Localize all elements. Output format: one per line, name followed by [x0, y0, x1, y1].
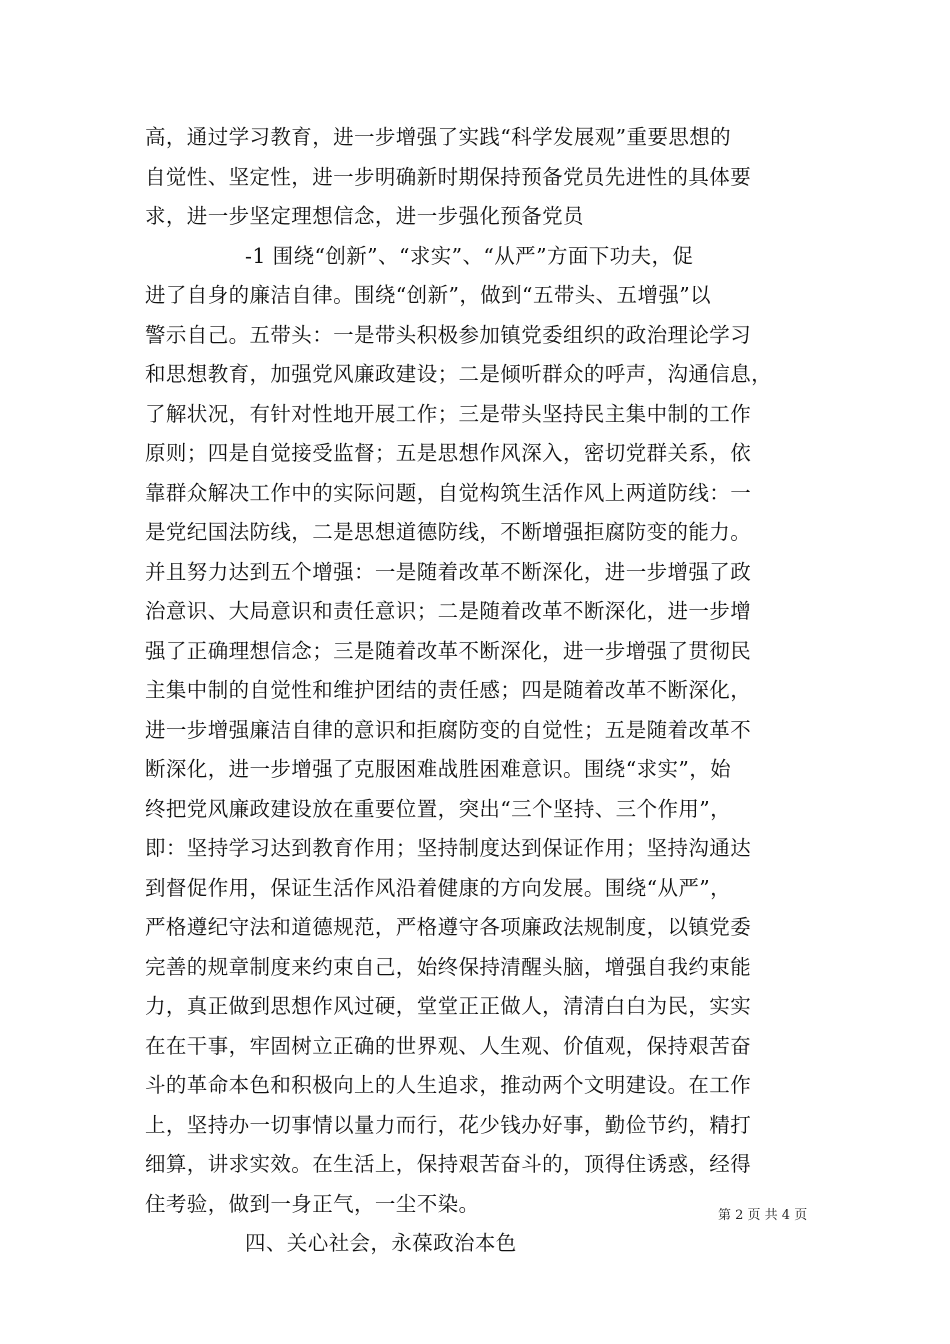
text-line: 靠群众解决工作中的实际问题，自觉构筑生活作风上两道防线：一 [145, 480, 752, 505]
text-line: 高，通过学习教育，进一步增强了实践“科学发展观”重要思想的 [145, 125, 732, 149]
paragraph-2 [145, 237, 810, 1225]
text-line: 即：坚持学习达到教育作用；坚持制度达到保证作用；坚持沟通达 [145, 836, 752, 860]
text-line: 斗的革命本色和积极向上的人生追求，推动两个文明建设。在工作 [145, 1073, 752, 1097]
text-line: 力，真正做到思想作风过硬，堂堂正正做人，清清白白为民，实实 [145, 994, 752, 1018]
text-line: 是党纪国法防线，二是思想道德防线，不断增强拒腐防变的能力。 [145, 520, 752, 544]
text-line: 完善的规章制度来约束自己，始终保持清醒头脑，增强自我约束能 [145, 954, 752, 979]
text-line: 警示自己。五带头：一是带头积极参加镇党委组织的政治理论学习 [145, 322, 752, 347]
section-heading: 四、关心社会，永葆政治本色 [245, 1231, 517, 1255]
text-line: 和思想教育，加强党风廉政建设；二是倾听群众的呼声，沟通信息， [145, 362, 772, 386]
text-line-indented: -1 围绕“创新”、“求实”、“从严”方面下功夫，促 [245, 243, 694, 268]
text-line: 自觉性、坚定性，进一步明确新时期保持预备党员先进性的具体要 [145, 164, 752, 189]
text-line: 求，进一步坚定理想信念，进一步强化预备党员 [145, 204, 584, 228]
text-line: 严格遵纪守法和道德规范，严格遵守各项廉政法规制度，以镇党委 [145, 915, 752, 939]
text-line: 原则；四是自觉接受监督；五是思想作风深入，密切党群关系，依 [145, 441, 752, 465]
text-line: 住考验，做到一身正气，一尘不染。 [145, 1191, 480, 1216]
text-line: 断深化，进一步增强了克服困难战胜困难意识。围绕“求实”，始 [145, 757, 732, 781]
text-line: 细算，讲求实效。在生活上，保持艰苦奋斗的，顶得住诱惑，经得 [145, 1152, 752, 1176]
text-line: 了解状况，有针对性地开展工作；三是带头坚持民主集中制的工作 [145, 401, 752, 426]
paragraph-1 [145, 118, 810, 237]
page-number-footer: 第 2 页 共 4 页 [718, 1208, 808, 1223]
text-line: 在在干事，牢固树立正确的世界观、人生观、价值观，保持艰苦奋 [145, 1033, 752, 1058]
text-line: 终把党风廉政建设放在重要位置，突出“三个坚持、三个作用”， [145, 796, 732, 821]
text-line: 上，坚持办一切事情以量力而行，花少钱办好事，勤俭节约，精打 [145, 1112, 752, 1137]
text-line: 并且努力达到五个增强：一是随着改革不断深化，进一步增强了政 [145, 559, 752, 584]
text-line: 进了自身的廉洁自律。围绕“创新”，做到“五带头、五增强”以 [145, 283, 712, 307]
text-line: 到督促作用，保证生活作风沿着健康的方向发展。围绕“从严”， [145, 875, 732, 900]
text-line: 强了正确理想信念；三是随着改革不断深化，进一步增强了贯彻民 [145, 638, 752, 663]
text-line: 进一步增强廉洁自律的意识和拒腐防变的自觉性；五是随着改革不 [145, 717, 752, 742]
text-line: 主集中制的自觉性和维护团结的责任感；四是随着改革不断深化， [145, 678, 752, 702]
body-text [145, 118, 810, 1264]
text-line: 治意识、大局意识和责任意识；二是随着改革不断深化，进一步增 [145, 599, 752, 623]
